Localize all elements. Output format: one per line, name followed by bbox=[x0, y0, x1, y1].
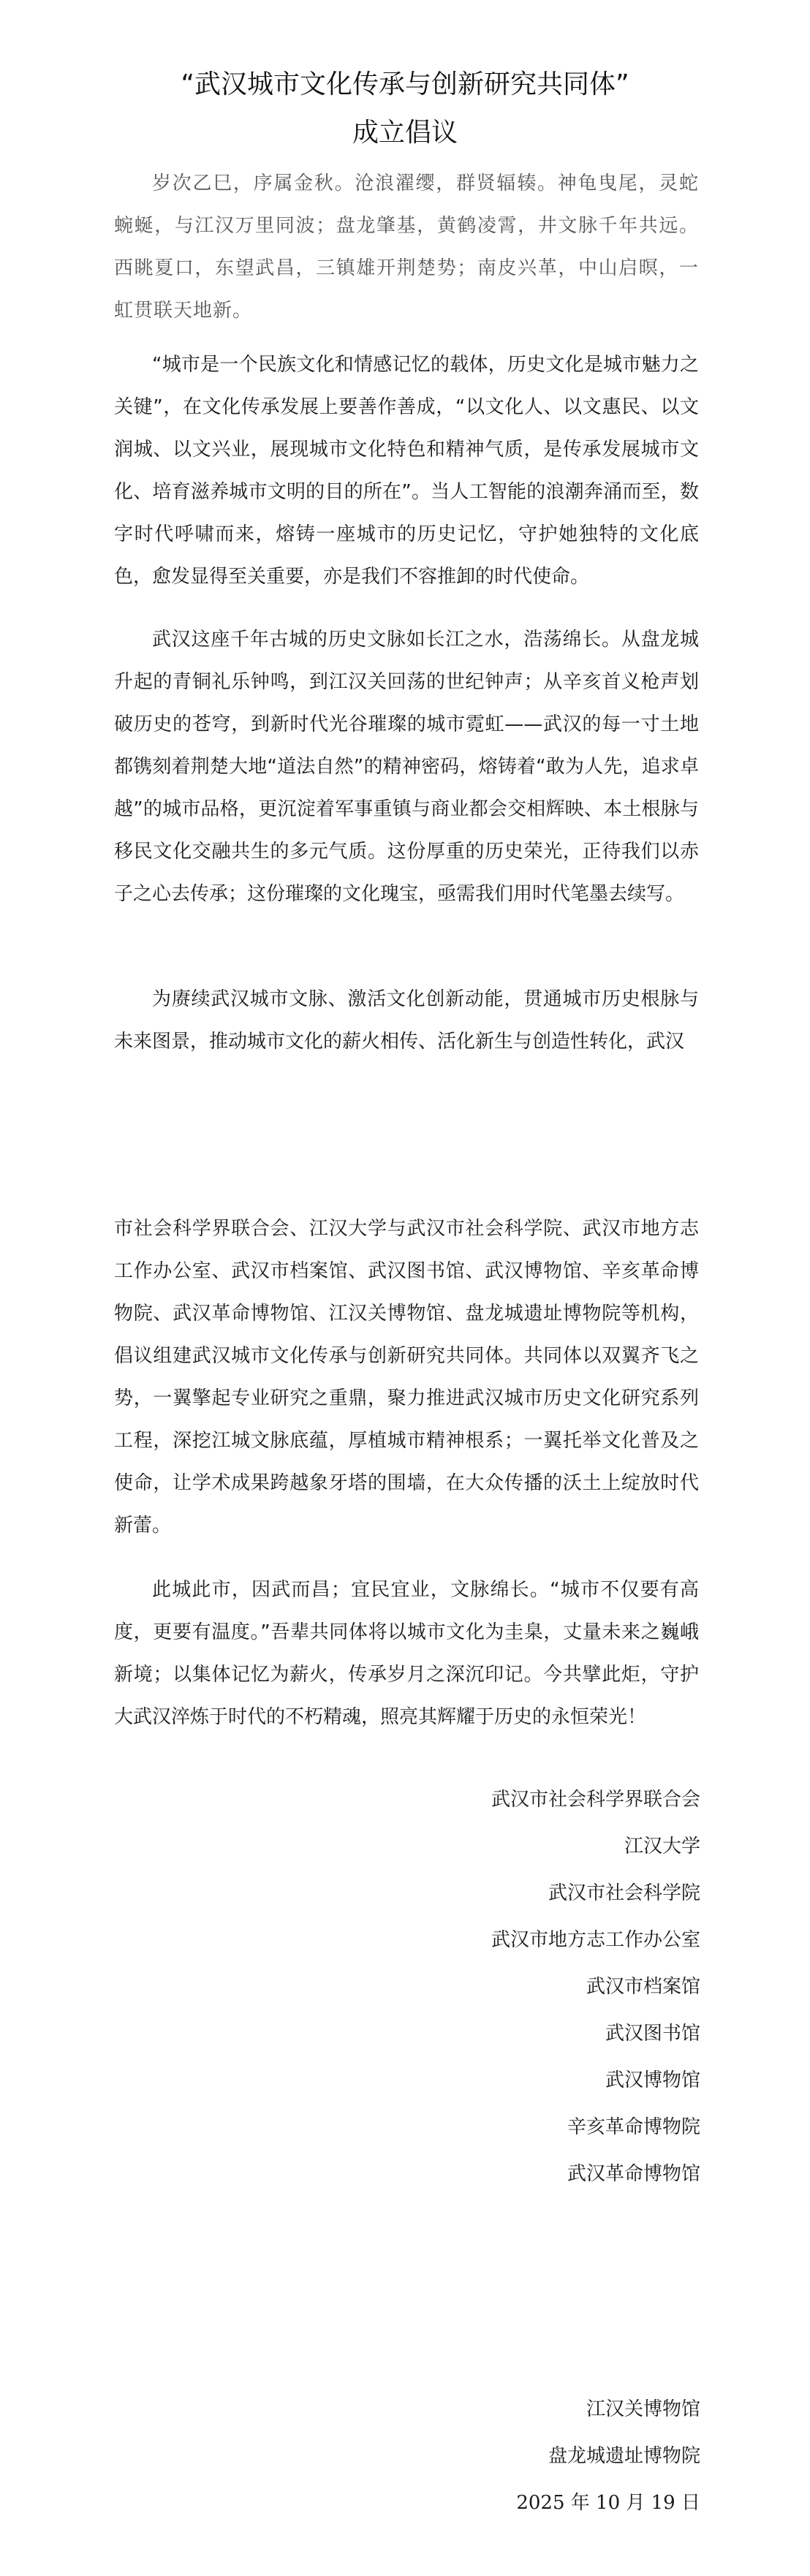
signatory: 武汉市地方志工作办公室 bbox=[491, 1929, 700, 1951]
paragraph-initiative-institutions: 市社会科学界联合会、江汉大学与武汉市社会科学院、武汉市地方志工作办公室、武汉市档案馆、武汉图书馆、武汉博物馆、辛亥革命博物院、武汉革命博物馆、江汉关博物馆、盘龙城遗址博物院等机构，倡议组建武汉城市文化传承与创新研究共同体。共同体以双翼齐飞之势，一翼擎起专业研究之重鼎，聚力推进武汉城市历史文化研究系列工程，深挖江城文脉底蕴，厚植城市精神根系；一翼托举文化普及之使命，让学术成果跨越象牙塔的围墙，在大众传播的沃土上绽放时代新蕾。 bbox=[114, 1218, 699, 1537]
document-date: 2025 年 10 月 19 日 bbox=[516, 2492, 700, 2514]
document-subtitle: 成立倡议 bbox=[352, 118, 458, 148]
paragraph-cultural-heritage: “城市是一个民族文化和情感记忆的载体，历史文化是城市魅力之关键”，在文化传承发展上要善作善成，“以文化人、以文惠民、以文润城、以文兴业，展现城市文化特色和精神气质，是传承发展城市文化、培育滋养城市文明的目的所在”。当人工智能的浪潮奔涌而至，数字时代呼啸而来，熔铸一座城市的历史记忆，守护她独特的文化底色，愈发显得至关重要，亦是我们不容推卸的时代使命。 bbox=[114, 354, 699, 588]
signatory: 盘龙城遗址博物院 bbox=[548, 2445, 700, 2467]
signatory: 武汉市社会科学界联合会 bbox=[491, 1789, 700, 1811]
signatory: 武汉革命博物馆 bbox=[567, 2163, 700, 2185]
paragraph-initiative-intro: 为赓续武汉城市文脉、激活文化创新动能，贯通城市历史根脉与未来图景，推动城市文化的薪火相传、活化新生与创造性转化，武汉 bbox=[114, 988, 699, 1053]
signatory: 武汉市档案馆 bbox=[586, 1976, 700, 1998]
signatory-list bbox=[0, 1776, 700, 2197]
signatory-list-continued bbox=[0, 2386, 700, 2526]
signatory: 辛亥革命博物院 bbox=[567, 2116, 700, 2138]
signatory: 武汉市社会科学院 bbox=[548, 1882, 700, 1904]
paragraph-wuhan-history: 武汉这座千年古城的历史文脉如长江之水，浩荡绵长。从盘龙城升起的青铜礼乐钟鸣，到江汉关回荡的世纪钟声；从辛亥首义枪声划破历史的苍穹，到新时代光谷璀璨的城市霓虹——武汉的每一寸土地都镌刻着荆楚大地“道法自然”的精神密码，熔铸着“敢为人先，追求卓越”的城市品格，更沉淀着军事重镇与商业都会交相辉映、本土根脉与移民文化交融共生的多元气质。这份厚重的历史荣光，正待我们以赤子之心去传承；这份璀璨的文化瑰宝，亟需我们用时代笔墨去续写。 bbox=[114, 629, 699, 905]
signatory: 武汉博物馆 bbox=[605, 2069, 700, 2091]
signatory: 江汉关博物馆 bbox=[586, 2398, 700, 2420]
document-title: “武汉城市文化传承与创新研究共同体” bbox=[181, 69, 629, 99]
paragraph-preface: 岁次乙巳，序属金秋。沧浪濯缨，群贤辐辏。神龟曳尾，灵蛇蜿蜒，与江汉万里同波；盘龙肇基，黄鹤凌霄，井文脉千年共远。西眺夏口，东望武昌，三镇雄开荆楚势；南皮兴革，中山启暝，一虹贯联天地新。 bbox=[114, 173, 699, 322]
signatory: 江汉大学 bbox=[624, 1836, 700, 1857]
signatory: 武汉图书馆 bbox=[605, 2023, 700, 2045]
paragraph-closing: 此城此市，因武而昌；宜民宜业，文脉绵长。“城市不仅要有高度，更要有温度。”吾辈共同体将以城市文化为圭臬，丈量未来之巍峨新境；以集体记忆为薪火，传承岁月之深沉印记。今共擘此炬，守护大武汉淬炼于时代的不朽精魂，照亮其辉耀于历史的永恒荣光！ bbox=[114, 1579, 699, 1728]
